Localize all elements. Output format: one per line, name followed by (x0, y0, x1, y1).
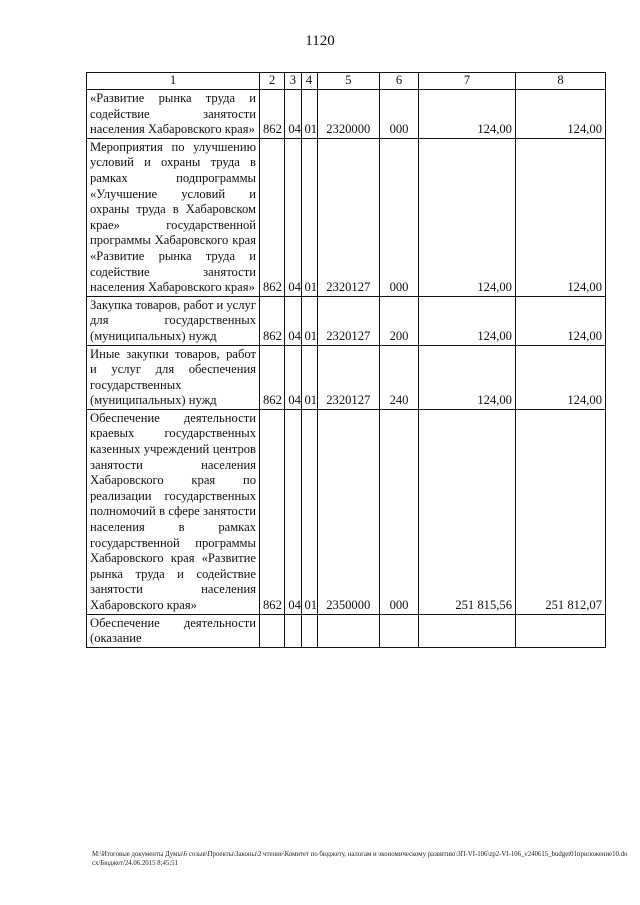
table-row (87, 138, 606, 296)
document-footer-path: M:\Итоговые документы Думы\6 созыв\Проекты\Законы\2 чтение\Комитет по бюджету, налогам и экономическому развитию\ЗП-VI-106\zp2-VI-106_v240615_budget01приложение10.docx/Бюджет/24.06.2015 8:45:51 (92, 851, 628, 867)
row-gr: 862 (260, 345, 285, 409)
row-gr: 862 (260, 138, 285, 296)
header-col-1: 1 (87, 73, 260, 90)
row-rz (285, 614, 301, 647)
row-sum-2015: 124,00 (419, 345, 516, 409)
row-csr: 2350000 (317, 409, 379, 614)
row-rz: 04 (285, 138, 301, 296)
row-pr: 01 (301, 296, 317, 345)
row-name: Закупка товаров, работ и услуг для государственных (муниципальных) нужд (87, 296, 260, 345)
row-name: Обеспечение деятельности (оказание (87, 614, 260, 647)
header-col-5: 5 (317, 73, 379, 90)
row-sum-2015: 124,00 (419, 90, 516, 139)
row-gr: 862 (260, 409, 285, 614)
row-rz: 04 (285, 90, 301, 139)
header-row (87, 73, 606, 90)
table-row (87, 409, 606, 614)
table-row-partial (87, 614, 606, 647)
row-sum-2016 (515, 614, 605, 647)
row-pr: 01 (301, 138, 317, 296)
row-pr: 01 (301, 345, 317, 409)
row-sum-2016: 124,00 (515, 345, 605, 409)
row-name: Мероприятия по улучшению условий и охраны труда в рамках подпрограммы «Улучшение условий и охраны труда в Хабаровском крае» государственной программы Хабаровского края «Развитие рынка труда и содействие занятости населения Хабаровского края» (87, 138, 260, 296)
table-row (87, 296, 606, 345)
row-rz: 04 (285, 296, 301, 345)
table-row (87, 90, 606, 139)
row-csr: 2320000 (317, 90, 379, 139)
row-vr: 240 (379, 345, 418, 409)
row-gr: 862 (260, 90, 285, 139)
row-csr: 2320127 (317, 345, 379, 409)
budget-table (86, 72, 606, 648)
row-pr (301, 614, 317, 647)
row-sum-2016: 124,00 (515, 138, 605, 296)
header-col-6: 6 (379, 73, 418, 90)
header-col-4: 4 (301, 73, 317, 90)
row-vr: 200 (379, 296, 418, 345)
row-name: Иные закупки товаров, работ и услуг для обеспечения государственных (муниципальных) нужд (87, 345, 260, 409)
row-sum-2015 (419, 614, 516, 647)
row-sum-2016: 124,00 (515, 90, 605, 139)
row-sum-2015: 251 815,56 (419, 409, 516, 614)
header-col-8: 8 (515, 73, 605, 90)
row-vr: 000 (379, 409, 418, 614)
row-gr: 862 (260, 296, 285, 345)
row-name: Обеспечение деятельности краевых государственных казенных учреждений центров занятости населения Хабаровского края по реализации государственных полномочий в сфере занятости населения в рамках государственной программы Хабаровского края «Развитие рынка труда и содействие занятости населения Хабаровского края» (87, 409, 260, 614)
row-csr: 2320127 (317, 296, 379, 345)
page-number: 1120 (305, 33, 335, 49)
row-csr (317, 614, 379, 647)
header-col-2: 2 (260, 73, 285, 90)
row-sum-2016: 124,00 (515, 296, 605, 345)
header-col-3: 3 (285, 73, 301, 90)
row-vr: 000 (379, 138, 418, 296)
row-pr: 01 (301, 409, 317, 614)
row-csr: 2320127 (317, 138, 379, 296)
row-vr: 000 (379, 90, 418, 139)
row-rz: 04 (285, 409, 301, 614)
header-col-7: 7 (419, 73, 516, 90)
row-vr (379, 614, 418, 647)
table-row (87, 345, 606, 409)
row-sum-2016: 251 812,07 (515, 409, 605, 614)
row-gr (260, 614, 285, 647)
row-rz: 04 (285, 345, 301, 409)
row-sum-2015: 124,00 (419, 296, 516, 345)
row-pr: 01 (301, 90, 317, 139)
row-name: «Развитие рынка труда и содействие занятости населения Хабаровского края» (87, 90, 260, 139)
row-sum-2015: 124,00 (419, 138, 516, 296)
